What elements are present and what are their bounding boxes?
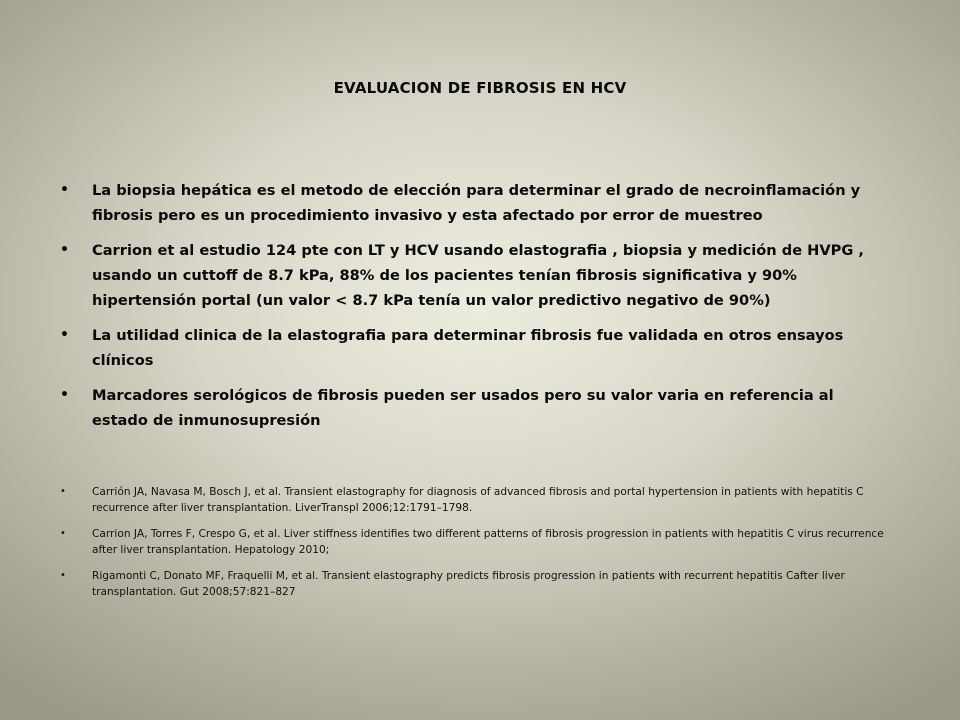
slide-title: EVALUACION DE FIBROSIS EN HCV xyxy=(333,79,627,97)
reference-text: Carrion JA, Torres F, Crespo G, et al. Liver stiffness identifies two different patterns of fibrosis progression in patients with hepatitis C virus recurrence after liver transplantation. Hepatology 2010; xyxy=(92,528,884,556)
bullet-icon: • xyxy=(60,570,66,581)
bullet-text: La utilidad clinica de la elastografia para determinar fibrosis fue validada en otros ensayos clínicos xyxy=(92,327,844,369)
bullet-text: Carrion et al estudio 124 pte con LT y HCV usando elastografia , biopsia y medición de HVPG , usando un cuttoff de 8.7 kPa, 88% de los pacientes tenían fibrosis significativa y 90% hipertensión portal (un valor < 8.7 kPa tenía un valor predictivo negativo de 90%) xyxy=(92,242,864,309)
bullet-point xyxy=(60,238,880,313)
reference-item xyxy=(60,568,890,600)
bullet-icon: • xyxy=(60,486,66,497)
bullet-point xyxy=(60,178,880,228)
bullet-text: Marcadores serológicos de fibrosis pueden ser usados pero su valor varia en referencia al estado de inmunosupresión xyxy=(92,387,834,429)
bullet-icon: • xyxy=(60,327,69,343)
bullet-icon: • xyxy=(60,387,69,403)
reference-text: Carrión JA, Navasa M, Bosch J, et al. Transient elastography for diagnosis of advanced fibrosis and portal hypertension in patients with hepatitis C recurrence after liver transplantation. LiverTranspl 2006;12:1791–1798. xyxy=(92,486,864,514)
reference-list xyxy=(60,484,890,610)
bullet-icon: • xyxy=(60,242,69,258)
bullet-point xyxy=(60,323,880,373)
bullet-icon: • xyxy=(60,182,69,198)
bullet-text: La biopsia hepática es el metodo de elección para determinar el grado de necroinflamación y fibrosis pero es un procedimiento invasivo y esta afectado por error de muestreo xyxy=(92,182,861,224)
main-bullet-list xyxy=(60,178,880,443)
bullet-point xyxy=(60,383,880,433)
reference-item xyxy=(60,484,890,516)
bullet-icon: • xyxy=(60,528,66,539)
reference-text: Rigamonti C, Donato MF, Fraquelli M, et al. Transient elastography predicts fibrosis progression in patients with recurrent hepatitis Cafter liver transplantation. Gut 2008;57:821–827 xyxy=(92,570,845,598)
reference-item xyxy=(60,526,890,558)
